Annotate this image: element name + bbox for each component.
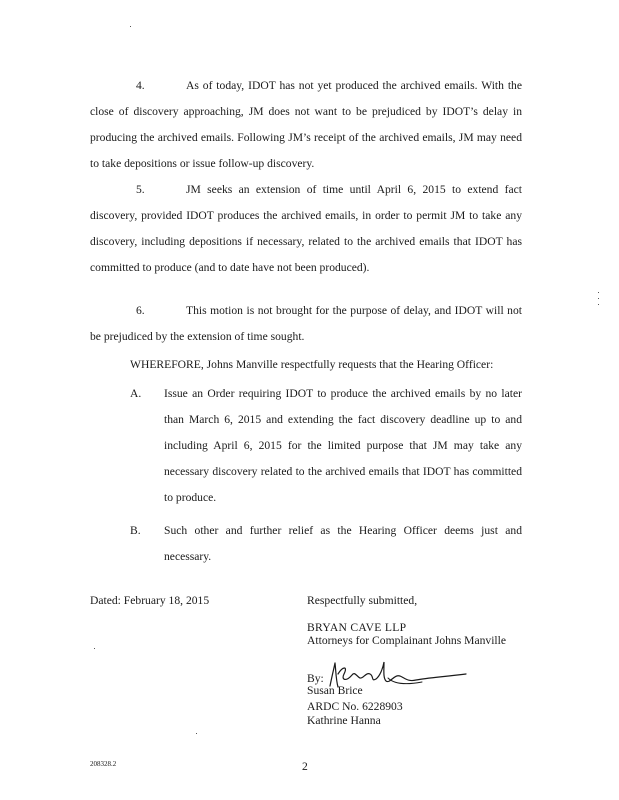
paragraph-5 — [90, 177, 522, 281]
scan-speck — [94, 648, 95, 649]
document-id: 208328.2 — [90, 760, 117, 768]
closing-line: Respectfully submitted, — [307, 594, 418, 607]
second-attorney: Kathrine Hanna — [307, 714, 381, 727]
paragraph-number: 6. — [136, 304, 145, 317]
item-letter: B. — [130, 524, 141, 537]
wherefore-clause: WHEREFORE, Johns Manville respectfully requests that the Hearing Officer: — [130, 358, 494, 371]
ardc-number: ARDC No. 6228903 — [307, 700, 403, 713]
dated-line: Dated: February 18, 2015 — [90, 594, 210, 607]
signer-name: Susan Brice — [307, 684, 363, 697]
scan-speck — [598, 292, 599, 293]
paragraph-text: JM seeks an extension of time until April 6, 2015 to extend fact discovery, provided IDOT produces the archived emails, in order to permit JM to take any discovery, including depositions if necessary, related to the archived emails that IDOT has committed to produce (and to date have not been produced). — [90, 183, 522, 274]
item-letter: A. — [130, 387, 142, 400]
scan-speck — [598, 298, 599, 299]
item-text: Such other and further relief as the Hearing Officer deems just and necessary. — [164, 524, 522, 563]
by-label: By: — [307, 672, 324, 685]
paragraph-text: As of today, IDOT has not yet produced the archived emails. With the close of discovery approaching, JM does not want to be prejudiced by IDOT’s delay in producing the archived emails. Following JM’s receipt of the archived emails, JM may need to take depositions or issue follow-up discovery. — [90, 79, 522, 170]
relief-item-b — [130, 518, 522, 574]
page-number: 2 — [302, 760, 308, 773]
paragraph-number: 5. — [136, 183, 145, 196]
relief-item-a — [130, 381, 522, 521]
paragraph-text: This motion is not brought for the purpose of delay, and IDOT will not be prejudiced by the extension of time sought. — [90, 304, 522, 343]
attorneys-for: Attorneys for Complainant Johns Manville — [307, 634, 507, 647]
paragraph-6 — [90, 298, 522, 350]
paragraph-4 — [90, 73, 522, 177]
item-text: Issue an Order requiring IDOT to produce the archived emails by no later than March 6, 2015 and extending the fact discovery deadline up to and including April 6, 2015 for the limited purpose that JM may take any necessary discovery related to the archived emails that IDOT has committed to produce. — [164, 387, 522, 504]
scan-speck — [130, 26, 131, 27]
firm-name: BRYAN CAVE LLP — [307, 621, 407, 634]
scan-speck — [196, 733, 197, 734]
paragraph-number: 4. — [136, 79, 145, 92]
scan-speck — [598, 304, 599, 305]
